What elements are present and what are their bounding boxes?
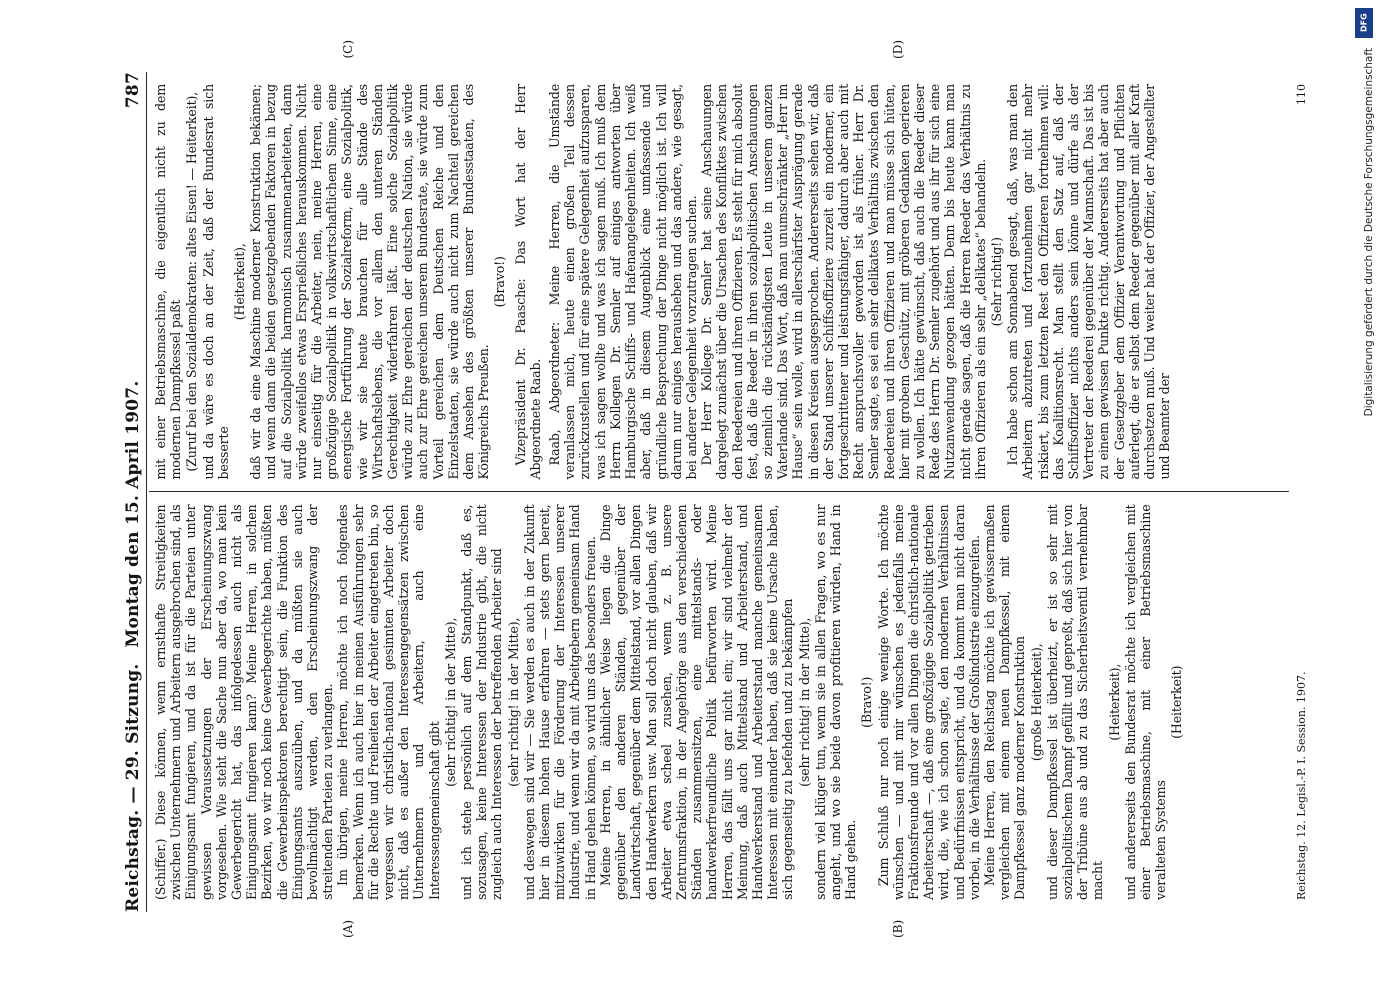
paragraph: und ich stehe persönlich auf dem Standpunkt, daß es, sozusagen, keine Interessen der Industrie gibt, die nicht zugleich auch Interessen der betreffenden Arbeiter sind bbox=[459, 504, 505, 900]
left-column bbox=[149, 492, 1289, 913]
margin-marker-b: (B) bbox=[891, 919, 905, 938]
interjection: (Bravo!) bbox=[492, 256, 508, 308]
dfg-logo: DFG bbox=[1355, 8, 1373, 38]
speaker-paragraph: Vizepräsident Dr. Paasche: Das Wort hat der Herr Abgeordnete Raab. bbox=[512, 84, 543, 480]
attribution-strip bbox=[1355, 8, 1377, 708]
margin-marker-a: (A) bbox=[341, 919, 355, 938]
attribution-text: Digitalisierung gefördert durch die Deutsche Forschungsgemeinschaft bbox=[1363, 48, 1375, 417]
paragraph: daß wir da eine Maschine moderner Konstruktion bekämen; und wenn dann die beiden gesetzgebenden Faktoren in bezug auf die Sozialpolitik harmonisch zusammenarbeiteten, dann würde zweifellos etwas Ersprießliches herauskommen. Nicht nur einseitig für die Arbeiter, nein, meine Herren, eine großzügige Sozialpolitik in volkswirtschaftlichem Sinne, eine energische Fortführung der Sozialreform, eine Sozialpolitik, wie wir sie heute brauchen für alle Stände des Wirtschaftslebens, die vor allem den unteren Ständen Gerechtigkeit widerfahren läßt. Eine solche Sozialpolitik würde zur Ehre gereichen der deutschen Nation, sie würde auch zur Ehre gereichen unserem Bundesrate, sie würde zum Vorteil gereichen dem Deutschen Reiche und den Einzelstaaten, sie würde auch nicht zum Nachteil gereichen dem Ansehen des größten unserer Bundesstaaten, des Königreichs Preußen. bbox=[248, 84, 492, 480]
interjection: (sehr richtig! in der Mitte), bbox=[796, 617, 812, 787]
header-session: Reichstag. — 29. Sitzung. bbox=[123, 663, 143, 912]
page-footer bbox=[1295, 72, 1308, 912]
paragraph: und dieser Dampfkessel ist überheizt, er ist so sehr mit sozialpolitischem Dampf gefüllt und gepreßt, daß sich hier von der Tribüne aus ab und zu das Sicherheitsventil vernehmbar macht bbox=[1044, 504, 1106, 900]
paragraph: Ich habe schon am Sonnabend gesagt, daß, was man den Arbeitern abzutreten und fortzunehmen gar nicht mehr riskiert, bis zum letzten Rest den Offizieren fortnehmen will: das Koalitionsrecht. Man stellt den Satz auf, daß der Schiffsoffizier nichts anders sein könne und dürfe als der Vertreter der Reederei gegenüber der Mannschaft. Das ist bis zu einem gewissen Punkte richtig. Andererseits hat aber auch der Gesetzgeber dem Offizier Verantwortung und Pflichten auferlegt, die er selbst dem Reeder gegenüber mit aller Kraft durchsetzen muß. Und weiter hat der Offizier, der Angestellter und Beamter der bbox=[1005, 84, 1173, 480]
scanned-page bbox=[91, 0, 1383, 1000]
interjection: (sehr richtig! in der Mitte), bbox=[505, 617, 521, 787]
interjection: (Zuruf bei den Sozialdemokraten: altes Eisen! — Heiterkeit), bbox=[184, 91, 200, 472]
paragraph: Zum Schluß nur noch einige wenige Worte. Ich möchte wünschen — und mit mir wünschen es jedenfalls meine Fraktionsfreunde und vor allen Dingen die christlich-nationale Arbeiterschaft —, daß eine großzügige Sozialpolitik getrieben wird, die, wie ich schon sagte, den modernen Verhältnissen und Bedürfnissen entspricht, und da kommt man nicht daran vorbei, in die Verhältnisse der Großindustrie einzugreifen. bbox=[875, 504, 982, 900]
page-number: 787 bbox=[123, 72, 143, 109]
footer-imprint: Reichstag. 12. Legisl.-P. I. Session. 1907. bbox=[1295, 671, 1308, 900]
paragraph: Der Herr Kollege Dr. Semler hat seine Anschauungen dargelegt zunächst über die Ursachen des Konfliktes zwischen den Reedereien und ihren Offizieren. Es steht für mich absolut fest, daß die Reeder in ihren sozialpolitischen Anschauungen so ziemlich die rückständigsten Leute in unserem ganzen Vaterlande sind. Das Wort, daß man unumschränkter „Herr im Hause“ sein wolle, wird in allerschärfster Ausprägung gerade in diesen Kreisen ausgesprochen. Andererseits sehen wir, daß der Stand unserer Schiffsoffiziere zurzeit ein moderner, ein fortgeschrittener und leistungsfähiger, dadurch aber auch mit Recht anspruchsvoller geworden ist als früher. Herr Dr. Semler sagte, es sei ein sehr delikates Verhältnis zwischen den Reedereien und ihren Offizieren und man müsse sich hüten, hier mit grobem Geschütz, mit gröberen Gedanken operieren zu wollen. Ich hätte gewünscht, daß auch die Reeder dieser Rede des Herrn Dr. Semler zugehört und aus ihr für sich eine Nutzanwendung gezogen hätten. Denn bis heute kann man nicht gerade sagen, daß die Herren Reeder das Verhältnis zu ihren Offizieren als ein sehr „delikates“ behandeln. bbox=[699, 84, 988, 480]
paragraph: sondern viel klüger tun, wenn sie in allen Fragen, wo es nur angeht, und wo sie beide davon profitieren würden, Hand in Hand gehen. bbox=[812, 504, 859, 900]
interjection: (große Heiterkeit), bbox=[1028, 643, 1044, 762]
interjection: (Heiterkeit) bbox=[1169, 665, 1185, 739]
paragraph: und andererseits den Bundesrat möchte ich vergleichen mit einer Betriebsmaschine, mit einer Betriebsmaschine veralteten Systems bbox=[1122, 504, 1169, 900]
speaker-paragraph: Raab, Abgeordneter: Meine Herren, die Umstände veranlassen mich, heute einen großen Teil dessen zurückzustellen und für eine spätere Gelegenheit aufzusparen, was ich sagen wollte und was ich sagen muß. Ich muß dem Herrn Kollegen Dr. Semler auf einiges antworten über Hamburgische Schiffs- und Hafenangelegenheiten. Ich weiß aber, daß in diesem Augenblick eine umfassende und gründliche Besprechung der Dinge nicht möglich ist. Ich will darum nur einiges herausheben und das andere, wie gesagt, bei anderer Gelegenheit vorzutragen suchen. bbox=[547, 84, 699, 480]
interjection: (sehr richtig! in der Mitte), bbox=[442, 617, 458, 787]
header-date: Montag den 15. April 1907. bbox=[123, 380, 143, 648]
paragraph: mit einer Betriebsmaschine, die eigentlich nicht zu dem modernen Dampfkessel paßt bbox=[153, 84, 184, 480]
interjection: (Bravo!) bbox=[859, 676, 875, 728]
interjection: (Heiterkeit), bbox=[1106, 663, 1122, 741]
interjection: (Sehr richtig!) bbox=[988, 237, 1004, 327]
paragraph: Meine Herren, in ähnlicher Weise liegen die Dinge gegenüber den anderen Ständen, gegenüber der Landwirtschaft, gegenüber dem Mittelstand, vor allen Dingen den Handwerkern usw. Man soll doch nicht glauben, daß wir Arbeiter etwa scheel zusehen, wenn z. B. unsere Zentrumsfraktion, in der Angehörige aus den verschiedenen Ständen zusammensitzen, eine mittelstands- oder handwerkerfreundliche Politik befürworten wird. Meine Herren, das fällt uns gar nicht ein; wir sind vielmehr der Meinung, daß auch Mittelstand und Arbeiterstand, und Handwerkerstand und Arbeiterstand manche gemeinsamen Interessen mit einander haben, daß sie keine Ursache haben, sich gegenseitig zu befehden und zu bekämpfen bbox=[597, 504, 796, 900]
text-columns bbox=[149, 72, 1289, 912]
footer-signature: 110 bbox=[1295, 84, 1308, 105]
paragraph: und deswegen sind wir — Sie werden es auch in der Zukunft hier in diesem hohen Hause erfahren — stets gern bereit, mitzuwirken für die Förderung der Interessen unserer Industrie, und wenn wir da mit Arbeitgebern gemeinsam Hand in Hand gehen können, so wird uns das besonders freuen. bbox=[521, 504, 598, 900]
paragraph: Meine Herren, den Reichstag möchte ich gewissermaßen vergleichen mit einem neuen Dampfkessel, mit einem Dampfkessel ganz moderner Konstruktion bbox=[981, 504, 1028, 900]
interjection: (Heiterkeit), bbox=[232, 243, 248, 321]
margin-marker-c: (C) bbox=[341, 40, 355, 59]
paragraph: und da wäre es doch an der Zeit, daß der Bundesrat sich besserte bbox=[200, 84, 231, 480]
paragraph: Im übrigen, meine Herren, möchte ich noch folgendes bemerken. Wenn ich auch hier in meinen Ausführungen sehr für die Rechte und Freiheiten der Arbeiter eingetreten bin, so vergessen wir christlich-national gesinnten Arbeiter doch nicht, daß es außer den Interessengegensätzen zwischen Unternehmern und Arbeitern, auch eine Interessengemeinschaft gibt bbox=[335, 504, 442, 900]
page-header bbox=[123, 72, 147, 912]
right-column bbox=[149, 72, 1289, 492]
paragraph: (Schiffer.) Diese können, wenn ernsthafte Streitigkeiten zwischen Unternehmern und Arbeitern ausgebrochen sind, als Einigungsamt fungieren, und da ist für die Parteien unter gewissen Voraussetzungen der Erscheinungszwang vorgesehen. Wie steht die Sache nun aber da, wo man kein Gewerbegericht hat, das infolgedessen auch nicht als Einigungsamt fungieren kann? Meine Herren, in solchen Bezirken, wo wir noch keine Gewerbegerichte haben, müßten die Gewerbeinspektoren berechtigt sein, die Funktion des Einigungsamts auszuüben, und da müßten sie auch bevollmächtigt werden, den Erscheinungszwang der streitenden Parteien zu verlangen. bbox=[153, 504, 336, 900]
margin-marker-d: (D) bbox=[891, 40, 905, 59]
